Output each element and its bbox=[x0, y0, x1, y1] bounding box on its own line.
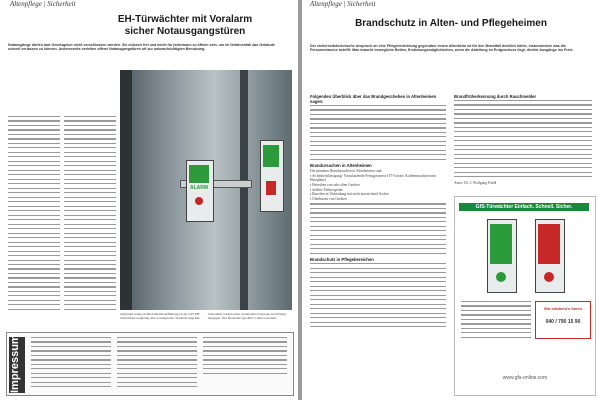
door-guard-device bbox=[186, 160, 214, 222]
left-page bbox=[0, 0, 298, 400]
device-alarm-label: ALARM bbox=[190, 185, 209, 191]
impressum-box bbox=[6, 332, 294, 396]
door-guard-photo bbox=[120, 70, 292, 310]
right-col1-list-intro: Die primären Brandursachen in Altenheimen sind: bbox=[310, 169, 383, 174]
ad-footer: www.gfs-online.com bbox=[502, 375, 548, 381]
ad-device-red bbox=[535, 219, 565, 293]
ad-device-green bbox=[487, 219, 517, 293]
right-col1-heading: Folgenden Überblick über das Brandgeschehen in Altenheimen sagen: bbox=[310, 94, 437, 104]
right-col1 bbox=[310, 92, 446, 331]
ad-banner: GfS-Türwächter Einfach. Schnell. Sicher. bbox=[459, 203, 589, 211]
door-guard-device-2 bbox=[260, 140, 284, 212]
left-col1-text bbox=[8, 116, 60, 313]
left-intro: Notausgänge dürfen laut Gesetzgeber nicht verschlossen werden. Sie müssen frei und leicht für jedermann zu öffnen sein, um im Gefahrenfall das Gebäude schnell verlassen zu können. Andererseits verleiten offene Notausgangstüren oft zur unbeaufsichtigten Benutzung. bbox=[8, 43, 275, 52]
right-col1-list-heading: Brandursachen in Altenheimen bbox=[310, 163, 372, 169]
left-caption-1: Aufgrund seiner stabilen Metallausführung ist der GfS EH-Türwächter langlebig und wartungsarm. Verdeckt liegende bbox=[120, 312, 201, 321]
left-title-line1: EH-Türwächter mit Voralarm bbox=[117, 14, 253, 25]
left-caption-2: Schrauben wirken einer eventuellen Sabotage zuverlässig entgegen. Der Hersteller gewährt 5 Jahre Garantie. bbox=[208, 312, 287, 321]
left-title-line2: sicher Notausgangstüren bbox=[124, 26, 246, 37]
right-header-tag: Altenpflege | Sicherheit bbox=[310, 0, 376, 8]
ad-contact-box bbox=[535, 301, 591, 339]
left-title bbox=[80, 14, 290, 38]
bullet-item: ▪ Überhitzen von Geräten bbox=[310, 197, 446, 202]
bullet-item: ▪ Rauchen in Verbindung mit nicht ausreichend Ascher bbox=[310, 192, 446, 197]
article-author: Autor: Dr. J. Wolfgang Friedl bbox=[454, 180, 497, 185]
right-col2-heading: Brandfrüherkennung durch Rauchmelder bbox=[454, 94, 537, 99]
right-title: Brandschutz in Alten- und Pflegeheimen bbox=[355, 18, 547, 29]
ad-phone: 040 / 790 15 90 bbox=[545, 319, 581, 325]
bullet-item: ▪ Betreiben von sehr alten Geräten bbox=[310, 183, 446, 188]
impressum-title: Impressum bbox=[9, 337, 25, 393]
right-col1-heading-2: Brandschutz in Pflegebereichen bbox=[310, 257, 374, 263]
right-col1-bullets bbox=[310, 174, 446, 202]
left-col2-text bbox=[64, 116, 116, 313]
ad-phone-label: Wir erklären's Ihnen bbox=[543, 306, 583, 311]
bullet-item: ▪ Sicherheitslässigung/ Vorzulaufende Fertigprozesse (TV-Geräte, Kaffeemaschinen mit Heizplatte) bbox=[310, 174, 446, 183]
right-page bbox=[302, 0, 600, 400]
left-header-tag: Altenpflege | Sicherheit bbox=[10, 0, 76, 8]
right-intro: Der sicherheitstechnische Anspruch an eine Pflegeeinrichtung gegenüber einem Altenheim ist für den Brandfall deutlich höher, insbesondere was die Personenlasche betrifft: Man braucht bewegliche Betten, Erstickungsmöglichkeiten, wenn die Abteilung im Erdgeschoss liegt, direkte Ausgänge ins Freie. bbox=[310, 44, 574, 53]
advertisement bbox=[454, 196, 596, 396]
bullet-item: ▪ defekte Elektrogeräte bbox=[310, 188, 446, 193]
right-col2 bbox=[454, 92, 592, 185]
